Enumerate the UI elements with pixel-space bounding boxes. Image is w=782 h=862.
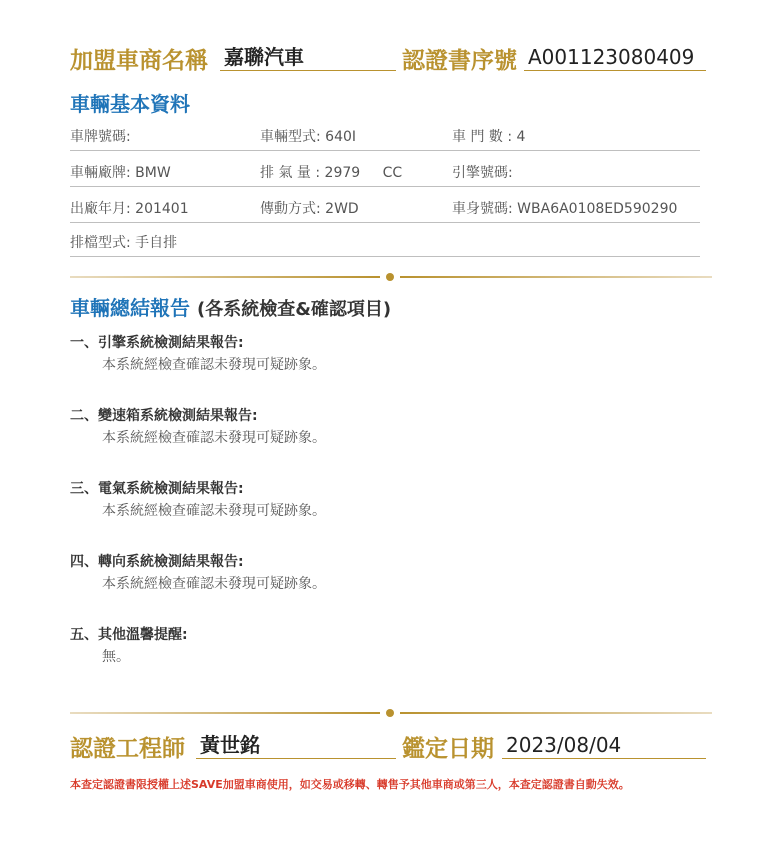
summary-title	[70, 292, 391, 321]
inspection-date-field: 2023/08/04	[502, 728, 706, 759]
report-item-gearbox	[70, 405, 700, 447]
info-row-2	[70, 158, 700, 187]
displacement-key: 排 氣 量 :	[260, 165, 321, 181]
transmission-type-value: 手自排	[135, 235, 178, 251]
drivetrain-key: 傳動方式:	[260, 201, 321, 217]
report-item-engine	[70, 332, 700, 374]
report-heading: 二、變速箱系統檢測結果報告:	[70, 408, 258, 424]
dealer-label: 加盟車商名稱	[70, 48, 208, 74]
doors-value: 4	[516, 129, 526, 145]
report-item-steering	[70, 551, 700, 593]
vin-value: WBA6A0108ED590290	[517, 201, 678, 217]
disclaimer-text: 本查定認證書限授權上述SAVE加盟車商使用，如交易或移轉、轉售予其他車商或第三人，本查定認證書自動失效。	[70, 778, 630, 791]
report-heading: 一、引擎系統檢測結果報告:	[70, 335, 244, 351]
vin-key: 車身號碼:	[452, 201, 513, 217]
displacement-value: 2979	[324, 165, 361, 181]
dealer-name-field: 嘉聯汽車	[220, 40, 396, 71]
report-body: 本系統經檢查確認未發現可疑跡象。	[102, 430, 326, 446]
model-value: 640I	[325, 129, 357, 145]
displacement-unit: CC	[382, 165, 403, 181]
divider-line-left	[70, 276, 380, 278]
cert-number-label: 認證書序號	[402, 48, 517, 74]
cert-number-field: A001123080409	[524, 40, 706, 71]
brand-key: 車輛廠牌:	[70, 165, 131, 181]
summary-subtitle: (各系統檢查&確認項目)	[196, 299, 392, 320]
plate-number-key: 車牌號碼:	[70, 129, 131, 145]
divider-line-right	[400, 712, 712, 714]
report-heading: 三、電氣系統檢測結果報告:	[70, 481, 244, 497]
brand-cell	[70, 162, 171, 182]
report-heading: 四、轉向系統檢測結果報告:	[70, 554, 244, 570]
divider-top	[70, 272, 712, 282]
inspection-date-label: 鑑定日期	[402, 736, 494, 762]
model-cell	[260, 126, 356, 146]
report-body: 本系統經檢查確認未發現可疑跡象。	[102, 357, 326, 373]
doors-key: 車 門 數 :	[452, 129, 513, 145]
engine-number-key: 引擎號碼:	[452, 165, 513, 181]
report-body: 無。	[102, 649, 130, 665]
divider-line-left	[70, 712, 380, 714]
drivetrain-cell	[260, 198, 359, 218]
summary-title-text: 車輛總結報告	[70, 296, 190, 320]
divider-dot-icon	[386, 273, 394, 281]
displacement-cell	[260, 162, 402, 182]
doors-cell	[452, 126, 525, 146]
info-row-4	[70, 228, 700, 257]
model-key: 車輛型式:	[260, 129, 321, 145]
info-row-3	[70, 194, 700, 223]
engineer-name-field: 黃世銘	[196, 728, 396, 759]
brand-value: BMW	[135, 165, 171, 181]
vin-cell	[452, 198, 677, 218]
manufacture-date-cell	[70, 198, 189, 218]
engineer-label: 認證工程師	[70, 736, 185, 762]
manufacture-date-value: 201401	[135, 201, 189, 217]
divider-bottom	[70, 708, 712, 718]
basic-info-title: 車輛基本資料	[70, 92, 190, 116]
report-body: 本系統經檢查確認未發現可疑跡象。	[102, 576, 326, 592]
header-row	[70, 40, 702, 74]
divider-line-right	[400, 276, 712, 278]
report-heading: 五、其他溫馨提醒:	[70, 627, 188, 643]
plate-number-cell	[70, 126, 131, 146]
info-row-1	[70, 122, 700, 151]
transmission-type-cell	[70, 232, 177, 252]
report-item-other	[70, 624, 700, 666]
footer-row	[70, 728, 702, 762]
manufacture-date-key: 出廠年月:	[70, 201, 131, 217]
divider-dot-icon	[386, 709, 394, 717]
report-body: 本系統經檢查確認未發現可疑跡象。	[102, 503, 326, 519]
engine-number-cell	[452, 162, 513, 182]
drivetrain-value: 2WD	[325, 201, 359, 217]
report-item-electrical	[70, 478, 700, 520]
transmission-type-key: 排檔型式:	[70, 235, 131, 251]
